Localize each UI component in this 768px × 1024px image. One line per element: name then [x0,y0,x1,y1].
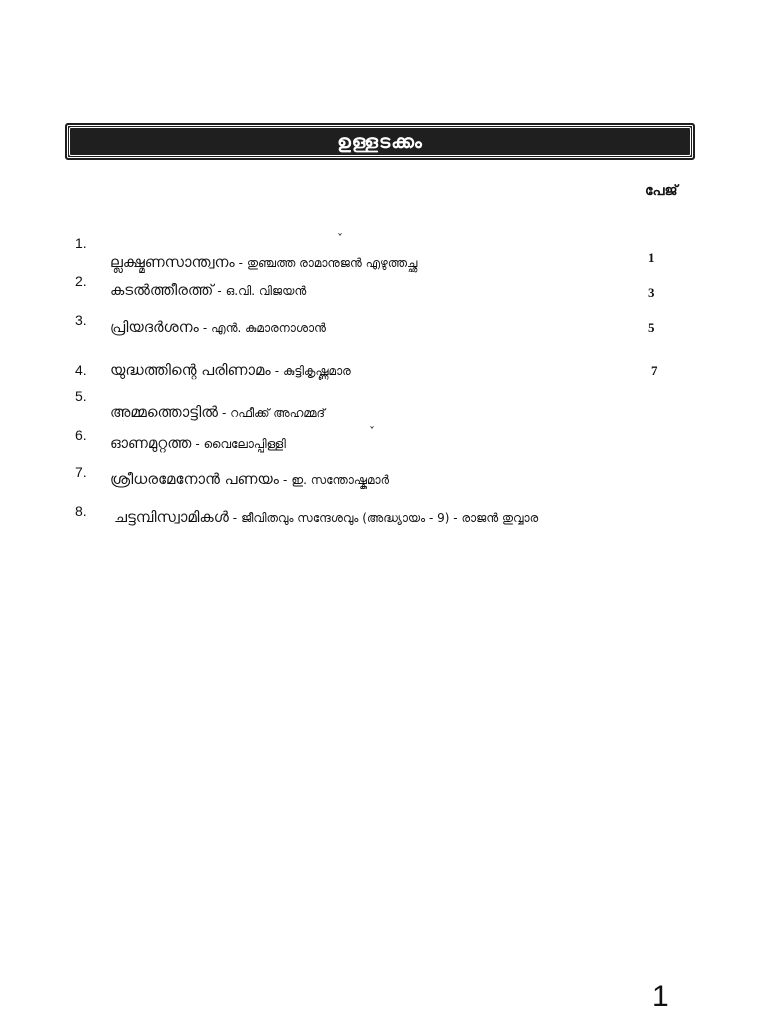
entry-separator: - [238,256,243,270]
entry-title: ചട്ടമ്പിസ്വാമികൾ [114,508,229,526]
contents-title: ഉള്ളടക്കം [337,130,423,153]
entry-author: ജീവിതവും സന്ദേശവും (അദ്ധ്യായം - 9) - രാജൻ തുവ്വാര [241,511,539,525]
entry-author: വൈലോപ്പിള്ളി [203,437,286,451]
toc-entry [110,318,326,336]
entry-author: റഫീക്ക് അഹമ്മദ് [230,406,325,420]
entry-title: യുദ്ധത്തിന്റെ പരിണാമം [110,361,271,379]
toc-entry [110,403,325,421]
entry-number: 4. [75,362,87,378]
entry-author: തുഞ്ചത്ത രാമാനുജൻ എഴുത്തച്ഛ [247,256,418,270]
entry-number: 6. [75,427,87,443]
entry-title: പ്രിയദർശനം [110,318,199,336]
entry-separator: - [217,284,222,298]
entry-title: ഓണമുറ്റത്ത [110,434,192,452]
entry-number: 2. [75,273,87,289]
entry-author: എൻ. കുമാരനാശാൻ [211,321,326,335]
toc-entry [110,361,351,379]
stray-mark: ˇ [337,232,343,246]
entry-number: 7. [75,464,87,480]
toc-entry [110,470,389,488]
entry-number: 5. [75,388,87,404]
toc-entry [110,281,306,299]
entry-author: കുട്ടികൃഷ്ണമാര [283,364,351,378]
entry-number: 8. [75,503,87,519]
stray-mark: ˇ [369,425,375,439]
entry-separator: - [202,321,208,335]
toc-entry [110,434,286,452]
entry-author: ഇ. സന്തോഷ്കുമാർ [291,473,389,487]
entry-separator: - [221,406,227,420]
entry-separator: - [232,511,238,525]
entry-page: 3 [648,285,655,300]
entry-title: ല്ലക്ഷ്മണസാന്ത്വനം [110,253,235,271]
entry-number: 1. [75,235,87,251]
entry-page: 7 [651,363,658,378]
toc-entry [110,253,417,271]
contents-banner [65,123,695,160]
entry-title: അമ്മത്തൊട്ടിൽ [110,403,218,421]
entry-author: ഒ.വി. വിജയൻ [225,284,307,298]
page-number: 1 [652,980,669,1013]
entry-page: 5 [648,320,655,335]
entry-separator: - [282,473,288,487]
entry-separator: - [195,437,200,451]
toc-entry [114,508,538,526]
entry-title: ശ്രീധരമേനോൻ പണയം [110,470,279,488]
entry-page: 1 [648,250,655,265]
entry-number: 3. [75,312,87,328]
entry-separator: - [274,364,280,378]
page-column-label: പേജ് [645,183,678,199]
entry-title: കടൽത്തീരത്ത് [110,281,214,299]
